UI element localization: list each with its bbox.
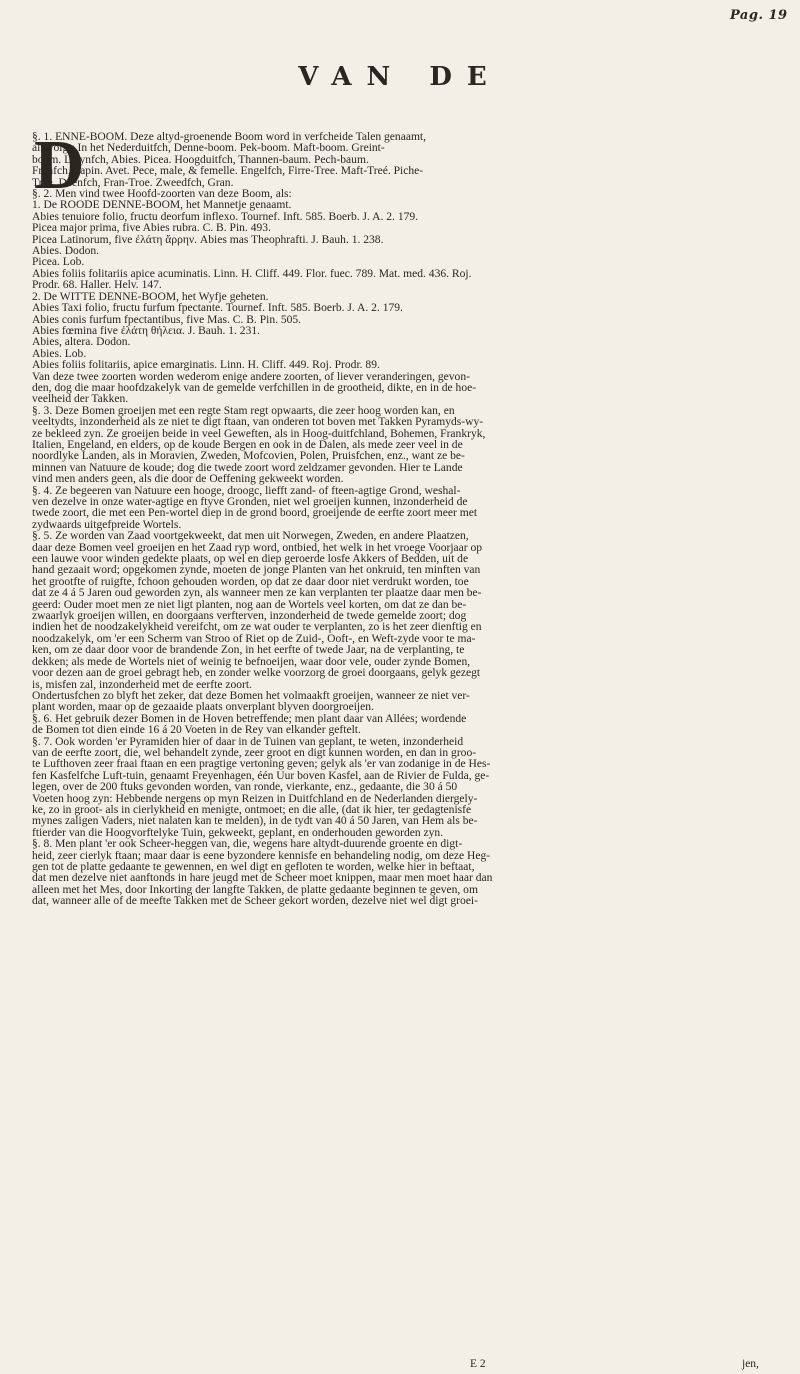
text-line: 2. De WITTE DENNE-BOOM, het Wyfje geheten. <box>32 291 269 303</box>
text-line: alleen met het Mes, door Inkorting der langfte Takken, de platte gedaante beginnen te geven, om <box>32 884 478 896</box>
text-line: het grootfte of ruigfte, fchoon gehouden worden, op dat ze daar door niet verdrukt worden, toe <box>32 576 469 588</box>
text-line: noodzakelyk, om 'er een Scherm van Stroo of Riet op de Zuid-, Ooft-, en Weft-zyde voor te ma- <box>32 633 476 645</box>
text-line: Voeten hoog zyn: Hebbende nergens op myn Reizen in Duitfchland en de Nederlanden diergely- <box>32 793 478 805</box>
page-footer <box>470 1358 759 1370</box>
text-line: Abies, altera. Dodon. <box>32 337 131 349</box>
text-line: §. 6. Het gebruik dezer Bomen in de Hoven betreffende; men plant daar van Allées; wordende <box>32 713 467 725</box>
text-line: Picea major prima, five Abies rubra. C. B. Pin. 493. <box>32 223 271 235</box>
text-line: dat men dezelve niet aanftonds in hare jeugd met de Scheer moet knippen, maar men moet haar dan <box>32 873 493 885</box>
text-line: indien het de noodzakelykheid vereifcht, om ze wat ouder te verplanten, zo is het zeer dienftig en <box>32 622 482 634</box>
text-line: minnen van Natuure de koude; dog die twede zoort word zeldzamer gevonden. Hier te Lande <box>32 462 463 474</box>
text-line: §. 3. Deze Bomen groeijen met een regte Stam regt opwaarts, die zeer hoog worden kan, en <box>32 405 455 417</box>
text-line: Abies tenuiore folio, fructu deorfum inflexo. Tournef. Inft. 585. Boerb. J. A. 2. 179. <box>32 211 419 223</box>
text-line: Abies Taxi folio, fructu furfum fpectante. Tournef. Inft. 585. Boerb. J. A. 2. 179. <box>32 303 403 315</box>
text-line: legen, over de 200 ftuks gevonden worden, van ronde, vierkante, enz., gedaante, die 30 á 50 <box>32 782 458 794</box>
text-line: fen Kasfelfche Luft-tuin, genaamt Freyenhagen, één Uur boven Kasfel, aan de Rivier de Fulda, ge- <box>32 770 490 782</box>
text-line: §. 2. Men vind twee Hoofd-zoorten van deze Boom, als: <box>32 189 292 201</box>
text-line: 1. De ROODE DENNE-BOOM, het Mannetje genaamt. <box>32 200 292 212</box>
section-heading: VAN DE <box>298 62 502 92</box>
text-line: veelheid der Takken. <box>32 394 129 406</box>
text-line: heid, zeer cierlyk ftaan; maar daar is eene byzondere kennisfe en behandeling nodig, om deze Heg- <box>32 850 491 862</box>
text-line: mynes zaligen Vaders, niet nalaten kan te melden), in de tydt van 40 á 50 Jaren, van Hem als be- <box>32 816 478 828</box>
text-line: Ondertusfchen zo blyft het zeker, dat deze Bomen het volmaakft groeijen, wanneer ze niet ver- <box>32 690 470 702</box>
text-line: §. 4. Ze begeeren van Natuure een hooge, droogc, liefft zand- of fteen-agtige Grond, weshal- <box>32 485 461 497</box>
text-line: ven dezelve in onze water-agtige en ftyve Gronden, niet wel groeijen kunnen, inzonderheid de <box>32 497 468 508</box>
text-line: Abies foliis folitariis apice acuminatis. Linn. H. Cliff. 449. Flor. fuec. 789. Mat. med. 436. Roj. <box>32 268 472 280</box>
text-line: zwaarlyk groeijen willen, en doorgaans verfterven, inzonderheid de twede gemelde zoort; dog <box>32 611 467 623</box>
text-line: den, dog die maar hoofdzakelyk van de gemelde verfchillen in de grootheid, dikte, en in de hoe- <box>32 382 477 394</box>
text-line: §. 8. Men plant 'er ook Scheer-heggen van, die, wegens hare altydt-duurende groente en digt- <box>32 839 463 851</box>
text-line: Abies. Dodon. <box>32 246 100 258</box>
signature-mark: E 2 <box>470 1358 486 1370</box>
text-line: van de eerfte zoort, die, wel behandelt zynde, zeer groot en digt kunnen worden, en dan in groo- <box>32 747 477 759</box>
text-line: te Lufthoven zeer fraai ftaan en een pragtige vertoning geven; gelyk als 'er van zodanige in de Hes- <box>32 759 491 771</box>
text-line: noordlyke Landen, als in Moravien, Zweden, Mofcovien, Polen, Pruisfchen, enz., want ze be- <box>32 451 465 463</box>
text-line: zydwaards uitgefpreide Wortels. <box>32 519 182 531</box>
text-line: §. 7. Ook worden 'er Pyramiden hier of daar in de Tuinen van geplant, te weten, inzonderheid <box>32 736 464 748</box>
text-line: Picea Latinorum, five ἐλάτη ἄρρην. Abies mas Theophrafti. J. Bauh. 1. 238. <box>32 234 384 246</box>
text-line: is, misfen zal, inzonderheid met de eerfte zoort. <box>32 679 252 691</box>
text-line: ftierder van die Hoogvorftelyke Tuin, gekweekt, geplant, en onderhouden geworden zyn. <box>32 827 444 839</box>
text-line: Picea. Lob. <box>32 257 85 269</box>
text-line: geerd: Ouder moet men ze niet ligt planten, nog aan de Wortels veel korten, om dat ze dan be- <box>32 599 467 611</box>
text-line: ken, om ze daar door voor de brandende Zon, in het eerfte of twede Jaar, na de verplanting, te <box>32 645 465 657</box>
text-line: Franfch, Sapin. Avet. Pece, male, & femelle. Engelfch, Firre-Tree. Maft-Treé. Piche- <box>32 166 424 178</box>
text-line: ze bekleed zyn. Ze groeijen beide in veel Geweften, als in Hoog-duitfchland, Bohemen, Frankryk, <box>32 428 486 440</box>
text-line: gen tot de platte gedaante te gewennen, en wel digt en gefloten te worden, welke hier in beftaat, <box>32 862 475 873</box>
text-line: boom. Latynfch, Abies. Picea. Hoogduitfch, Thannen-baum. Pech-baum. <box>32 154 369 166</box>
catchword: jen, <box>742 1358 759 1370</box>
text-line: als volgt: In het Nederduitfch, Denne-boom. Pek-boom. Maft-boom. Greint- <box>32 143 385 155</box>
text-line: Abies fœmina five ἐλάτη θήλεια. J. Bauh. 1. 231. <box>32 325 261 337</box>
drop-cap: D <box>34 127 85 204</box>
text-line: Prodr. 68. Haller. Helv. 147. <box>32 280 162 292</box>
text-line: vind men anders geen, als die door de Oeffening gekweekt worden. <box>32 474 344 486</box>
text-line: plant worden, maar op de gezaaide plaats onverplant blyven doorgroeijen. <box>32 702 374 714</box>
text-line: Abies conis furfum fpectantibus, five Mas. C. B. Pin. 505. <box>32 314 302 326</box>
body-text <box>32 127 762 908</box>
text-line: Tree. Deenfch, Fran-Troe. Zweedfch, Gran. <box>32 177 234 189</box>
text-line: Abies. Lob. <box>32 348 87 360</box>
text-line: een lauwe voor winden gedekte plaats, op wel en diep geroerde losfe Akkers of Bedden, uit de <box>32 554 469 566</box>
text-line: dat, wanneer alle of de meefte Takken met de Scheer gekort worden, dezelve niet wel digt groei- <box>32 896 478 908</box>
text-line: de Bomen tot dien einde 16 á 20 Voeten in de Rey van elkander geftelt. <box>32 725 361 737</box>
text-line: daar deze Bomen veel groeijen en het Zaad ryp word, ontbied, het welk in het vroege Voorjaar op <box>32 542 483 554</box>
text-line: §. 5. Ze worden van Zaad voortgekweekt, dat men uit Norwegen, Zweden, en andere Plaatzen, <box>32 531 469 543</box>
text-line: veeltydts, inzonderheid als ze niet te digt ftaan, van onderen tot boven met Takken Pyramyds-wy- <box>32 417 484 429</box>
text-line: twede zoort, die met een Pen-wortel diep in de grond boord, groeijende de eerfte zoort meer met <box>32 508 478 520</box>
text-line: voor dezen aan de groei gebragt heb, en zonder welke voorzorg de groei doorgaans, gelyk gezegt <box>32 668 481 680</box>
text-line: Van deze twee zoorten worden wederom enige andere zoorten, of liever veranderingen, gevon- <box>32 371 470 383</box>
text-line: hand gezaait word; opgekomen zynde, moeten de jonge Planten van het onkruid, ten minften van <box>32 565 481 577</box>
text-line: dat ze 4 á 5 Jaren oud geworden zyn, als wanneer men ze kan verplanten ter plaatze daar men be- <box>32 588 482 600</box>
page-number: Pag. 19 <box>730 8 788 23</box>
text-line: dekken; als mede de Wortels niet of weinig te befnoeijen, waar door vele, ouder zynde Bomen, <box>32 656 471 668</box>
text-line: Abies foliis folitariis, apice emarginatis. Linn. H. Cliff. 449. Roj. Prodr. 89. <box>32 360 380 372</box>
text-line: Italien, Engeland, en elders, op de koude Bergen en ook in de Dalen, als mede zeer veel in de <box>32 439 463 451</box>
text-line: ke, zo in groot- als in cierlykheid en menigte, ontmoet; en die alle, (dat ik hier, ter gedagtenisfe <box>32 804 472 816</box>
text-line: §. 1. ENNE-BOOM. Deze altyd-groenende Boom word in verfcheide Talen genaamt, <box>32 132 427 143</box>
